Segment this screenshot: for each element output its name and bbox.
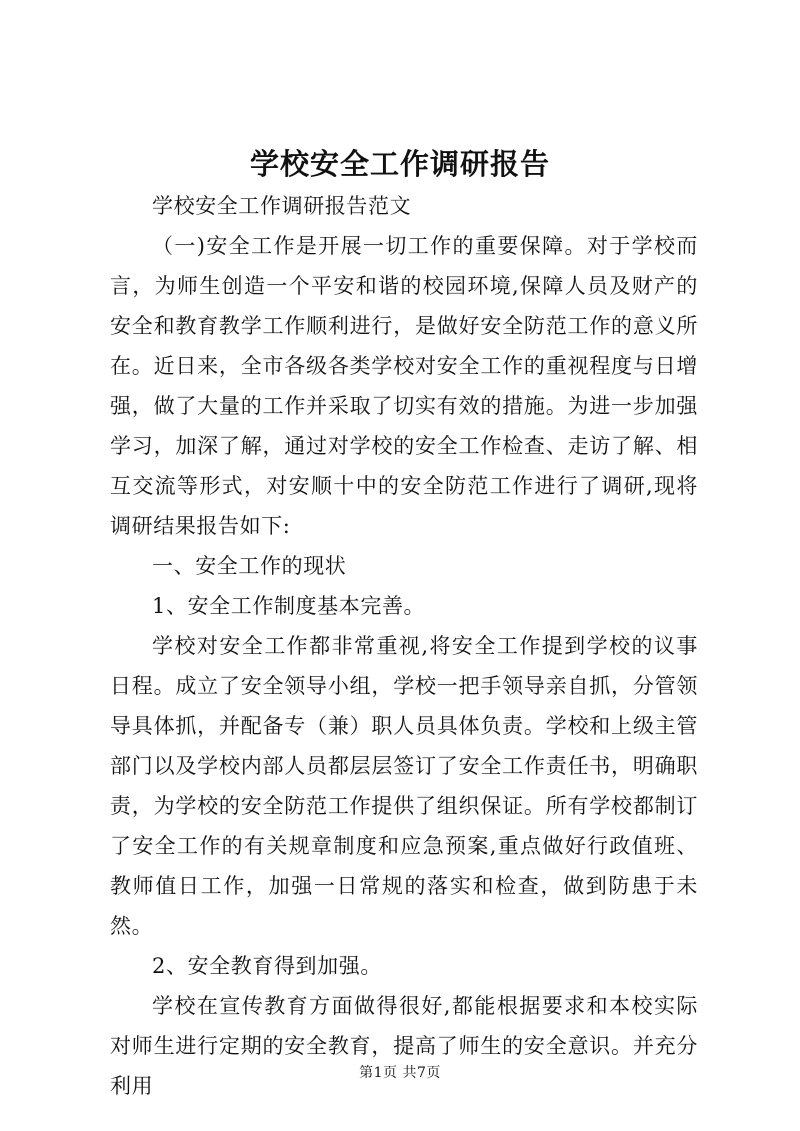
section-heading: 一、安全工作的现状 bbox=[152, 554, 347, 578]
body-paragraph-1: 学校对安全工作都非常重视,将安全工作提到学校的议事日程。成立了安全领导小组，学校一把手领导亲自抓，分管领导具体抓，并配备专（兼）职人员具体负责。学校和上级主管部门以及学校内部人员都层层签订了安全工作责任书，明确职责，为学校的安全防范工作提供了组织保证。所有学校都制订了安全工作的有关规章制度和应急预案,重点做好行政值班、教师值日工作，加强一日常规的落实和检查，做到防患于未然。 bbox=[110, 634, 698, 938]
subsection-heading-1: 1、安全工作制度基本完善。 bbox=[152, 594, 426, 618]
document-title: 学校安全工作调研报告 bbox=[249, 147, 550, 181]
subtitle-paragraph: 学校安全工作调研报告范文 bbox=[152, 194, 412, 218]
body-paragraph-2: 学校在宣传教育方面做得很好,都能根据要求和本校实际对师生进行定期的安全教育，提高了师生的安全意识。并充分利用 bbox=[110, 994, 698, 1098]
document-body bbox=[110, 186, 698, 1106]
intro-paragraph: （一)安全工作是开展一切工作的重要保障。对于学校而言，为师生创造一个平安和谐的校园环境,保障人员及财产的安全和教育教学工作顺利进行，是做好安全防范工作的意义所在。近日来，全市各级各类学校对安全工作的重视程度与日增强，做了大量的工作并采取了切实有效的措施。为进一步加强学习，加深了解，通过对学校的安全工作检查、走访了解、相互交流等形式，对安顺十中的安全防范工作进行了调研,现将调研结果报告如下: bbox=[110, 234, 698, 538]
subsection-heading-2: 2、安全教育得到加强。 bbox=[152, 954, 382, 978]
page-footer: 第1页 共7页 bbox=[359, 1065, 441, 1081]
